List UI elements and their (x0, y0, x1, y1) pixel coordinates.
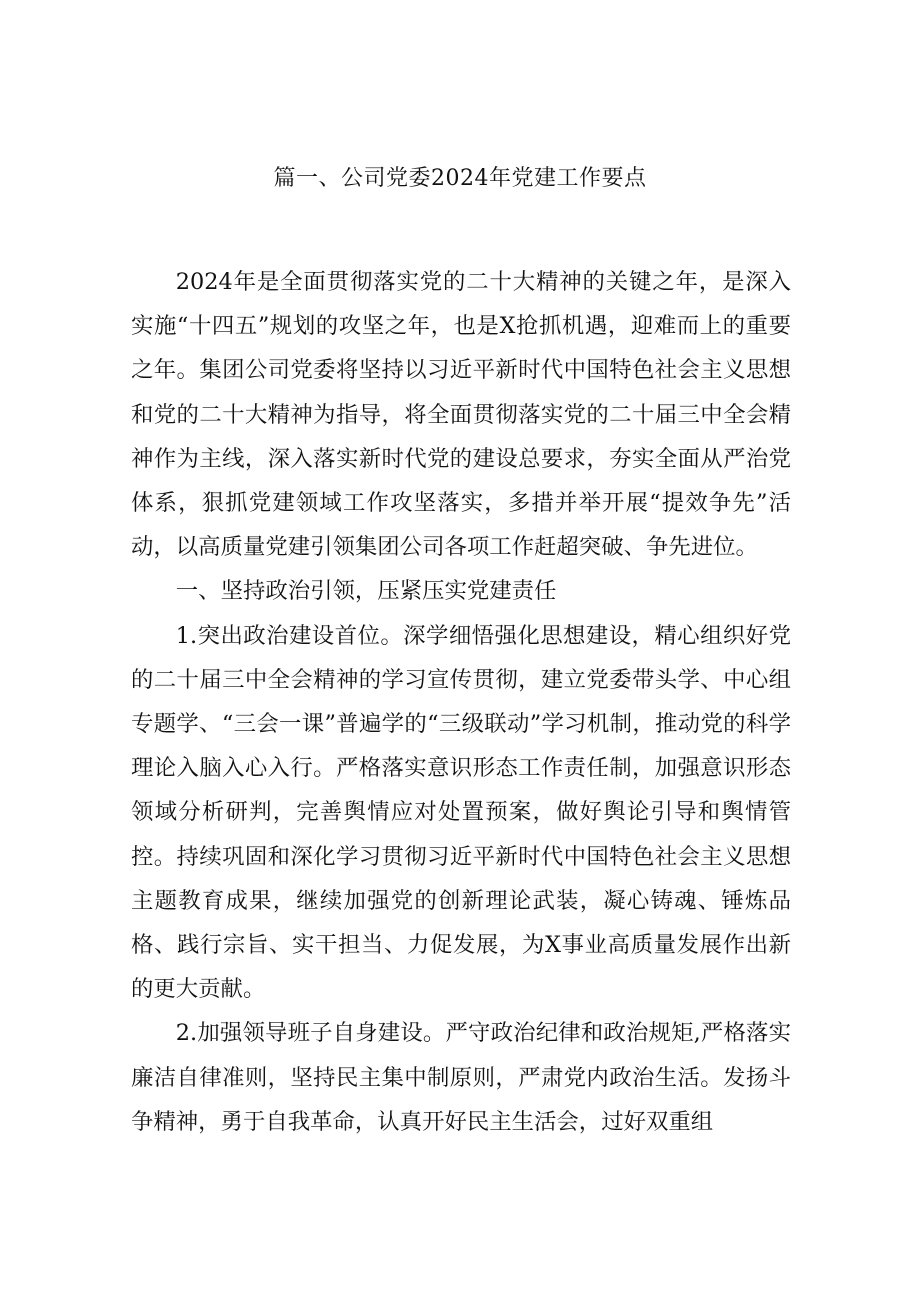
document-body (131, 260, 791, 1144)
section-heading: 一、坚持政治引领，压紧压实党建责任 (175, 578, 557, 605)
document-title: 篇一、公司党委2024年党建工作要点 (273, 166, 647, 191)
item-2-paragraph: 2.加强领导班子自身建设。严守政治纪律和政治规矩,严格落实廉洁自律准则，坚持民主集中制原则，严肃党内政治生活。发扬斗争精神，勇于自我革命，认真开好民主生活会，过好双重组 (131, 1020, 791, 1135)
intro-paragraph: 2024年是全面贯彻落实党的二十大精神的关键之年，是深入实施“十四五”规划的攻坚之年，也是X抢抓机遇，迎难而上的重要之年。集团公司党委将坚持以习近平新时代中国特色社会主义思想和党的二十大精神为指导，将全面贯彻落实党的二十届三中全会精神作为主线，深入落实新时代党的建设总要求，夯实全面从严治党体系，狠抓党建领域工作攻坚落实，多措并举开展“提效争先”活动，以高质量党建引领集团公司各项工作赶超突破、争先进位。 (131, 269, 791, 561)
item-1-paragraph: 1.突出政治建设首位。深学细悟强化思想建设，精心组织好党的二十届三中全会精神的学习宣传贯彻，建立党委带头学、中心组专题学、“三会一课”普遍学的“三级联动”学习机制，推动党的科学理论入脑入心入行。严格落实意识形态工作责任制，加强意识形态领域分析研判，完善舆情应对处置预案，做好舆论引导和舆情管控。持续巩固和深化学习贯彻习近平新时代中国特色社会主义思想主题教育成果，继续加强党的创新理论武装，凝心铸魂、锤炼品格、践行宗旨、实干担当、力促发展，为X事业高质量发展作出新的更大贡献。 (131, 622, 791, 1003)
